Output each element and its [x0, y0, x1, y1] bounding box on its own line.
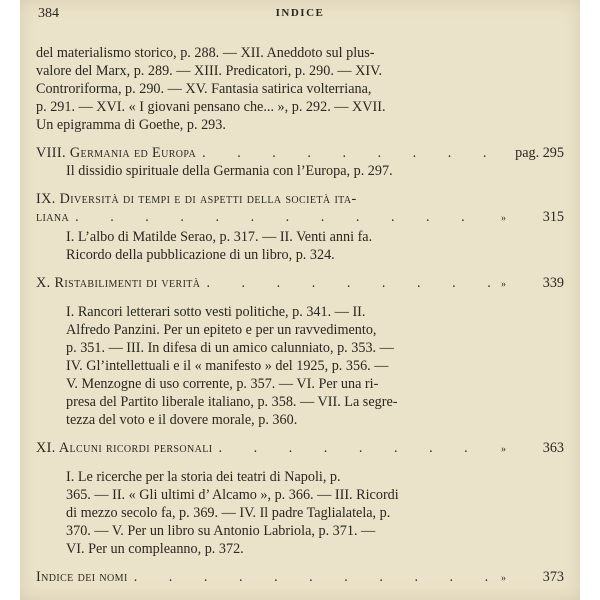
contents-line: tezza del voto e il dovere morale, p. 360.	[66, 412, 298, 428]
chapter-page: 363	[542, 440, 564, 456]
ditto-mark: »	[501, 213, 506, 224]
page-number: 384	[38, 6, 59, 21]
dot-leader	[219, 439, 496, 457]
contents-line: Il dissidio spirituale della Germania con l’Europa, p. 297.	[66, 163, 393, 179]
contents-line: 365. — II. « Gli ultimi d’ Alcamo », p. 366. — III. Ricordi	[66, 487, 399, 503]
toc-entry-viii	[36, 144, 564, 162]
continuation-line: p. 291. — XVI. « I giovani pensano che... », p. 292. — XVII.	[36, 99, 386, 115]
contents-line: Alfredo Panzini. Per un epiteto e per un ravvedimento,	[66, 322, 377, 338]
chapter-page: pag. 295	[515, 145, 564, 161]
chapter-title: IX. Diversità di tempi e di aspetti della società ita-	[36, 191, 357, 207]
contents-line: presa del Partito liberale italiano, p. 358. — VII. La segre-	[66, 394, 398, 410]
page-header	[38, 6, 562, 26]
contents-line: Ricordo della pubblicazione di un libro, p. 324.	[66, 247, 335, 263]
contents-line: VI. Per un compleanno, p. 372.	[66, 541, 244, 557]
chapter-contents	[36, 162, 564, 180]
contents-line: I. Le ricerche per la storia dei teatri di Napoli, p.	[66, 469, 341, 485]
chapter-title: VIII. Germania ed Europa	[36, 145, 197, 161]
chapter-page: 315	[542, 209, 564, 225]
dot-leader	[75, 208, 495, 226]
chapter-title: X. Ristabilimenti di verità	[36, 275, 201, 291]
toc-entry-index	[36, 568, 564, 588]
book-page	[20, 0, 580, 600]
continuation-text	[36, 44, 564, 134]
continuation-line: valore del Marx, p. 289. — XIII. Predicatori, p. 290. — XIV.	[36, 63, 383, 79]
toc-entry-ix	[36, 190, 564, 228]
contents-line: 370. — V. Per un libro su Antonio Labriola, p. 371. —	[66, 523, 376, 539]
ditto-mark: »	[501, 573, 506, 584]
continuation-line: del materialismo storico, p. 288. — XII. Aneddoto sul plus-	[36, 45, 375, 61]
chapter-contents	[36, 228, 564, 264]
contents-line: p. 351. — III. In difesa di un amico calunniato, p. 353. —	[66, 340, 394, 356]
ditto-mark: »	[501, 279, 506, 290]
contents-line: I. L’albo di Matilde Serao, p. 317. — II. Venti anni fa.	[66, 229, 373, 245]
contents-line: di mezzo secolo fa, p. 369. — IV. Il padre Taglialatela, p.	[66, 505, 391, 521]
chapter-page: 339	[542, 275, 564, 291]
chapter-contents	[36, 303, 564, 429]
contents-line: V. Menzogne di uso corrente, p. 357. — VI. Per una ri-	[66, 376, 379, 392]
continuation-line: Un epigramma di Goethe, p. 293.	[36, 117, 226, 133]
dot-leader	[202, 144, 509, 162]
running-head: INDICE	[275, 7, 325, 19]
contents-line: I. Rancori letterari sotto vesti politiche, p. 341. — II.	[66, 304, 366, 320]
contents-line: IV. Gl’intellettuali e il « manifesto » del 1925, p. 356. —	[66, 358, 389, 374]
toc-entry-x	[36, 274, 564, 294]
index-content	[36, 44, 564, 588]
chapter-title: Indice dei nomi	[36, 569, 128, 585]
chapter-title-continued: liana	[36, 209, 70, 225]
chapter-contents	[36, 468, 564, 558]
toc-entry-xi	[36, 439, 564, 459]
chapter-page: 373	[542, 569, 564, 585]
continuation-line: Controriforma, p. 290. — XV. Fantasia satirica volterriana,	[36, 81, 372, 97]
chapter-title: XI. Alcuni ricordi personali	[36, 440, 213, 456]
dot-leader	[206, 274, 495, 292]
ditto-mark: »	[501, 444, 506, 455]
dot-leader	[134, 568, 495, 586]
